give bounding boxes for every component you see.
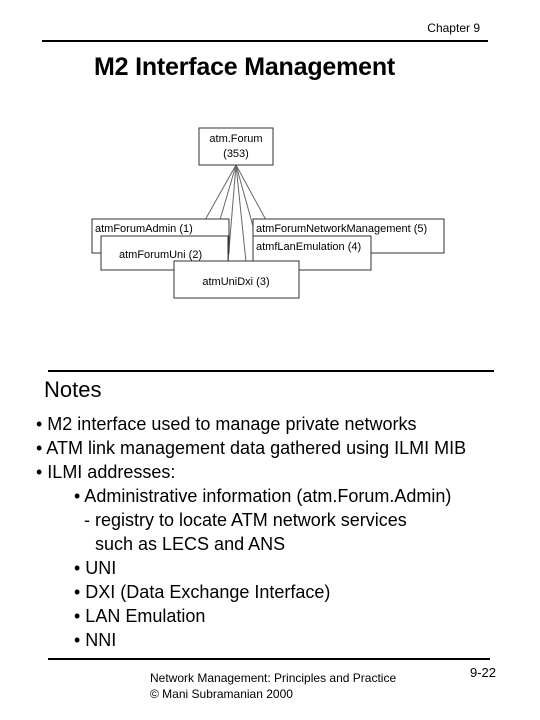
bottom-divider	[48, 658, 490, 660]
page-number: 9-22	[470, 665, 497, 680]
list-item: - registry to locate ATM network services	[84, 510, 407, 530]
root-node-count: (353)	[223, 148, 249, 160]
footer-copyright: © Mani Subramanian 2000	[150, 687, 293, 701]
list-item: such as LECS and ANS	[95, 534, 286, 554]
list-item: • Administrative information (atm.Forum.Admin)	[74, 486, 452, 506]
root-node-name: atm.Forum	[209, 133, 263, 145]
notes-divider	[48, 370, 494, 372]
node-admin-label: atmForumAdmin (1)	[95, 223, 193, 235]
node-unidxi-label: atmUniDxi (3)	[202, 276, 270, 288]
chapter-label: Chapter 9	[427, 21, 480, 35]
list-item: • NNI	[74, 630, 117, 650]
footer-credits	[150, 670, 396, 702]
node-lanemu-label: atmfLanEmulation (4)	[256, 241, 362, 253]
mib-tree-diagram	[0, 0, 540, 310]
list-item: • UNI	[74, 558, 117, 578]
list-item: • M2 interface used to manage private networks	[36, 414, 417, 434]
node-uni-label: atmForumUni (2)	[119, 249, 203, 261]
footer-book-title: Network Management: Principles and Practice	[150, 671, 397, 685]
list-item: • LAN Emulation	[74, 606, 206, 626]
notes-heading: Notes	[44, 377, 102, 402]
list-item: • ATM link management data gathered using ILMI MIB	[36, 438, 467, 458]
list-item: • ILMI addresses:	[36, 462, 176, 482]
slide-title: M2 Interface Management	[94, 53, 396, 81]
node-netmgmt-label: atmForumNetworkManagement (5)	[256, 223, 428, 235]
notes-list	[36, 412, 466, 652]
list-item: • DXI (Data Exchange Interface)	[74, 582, 331, 602]
